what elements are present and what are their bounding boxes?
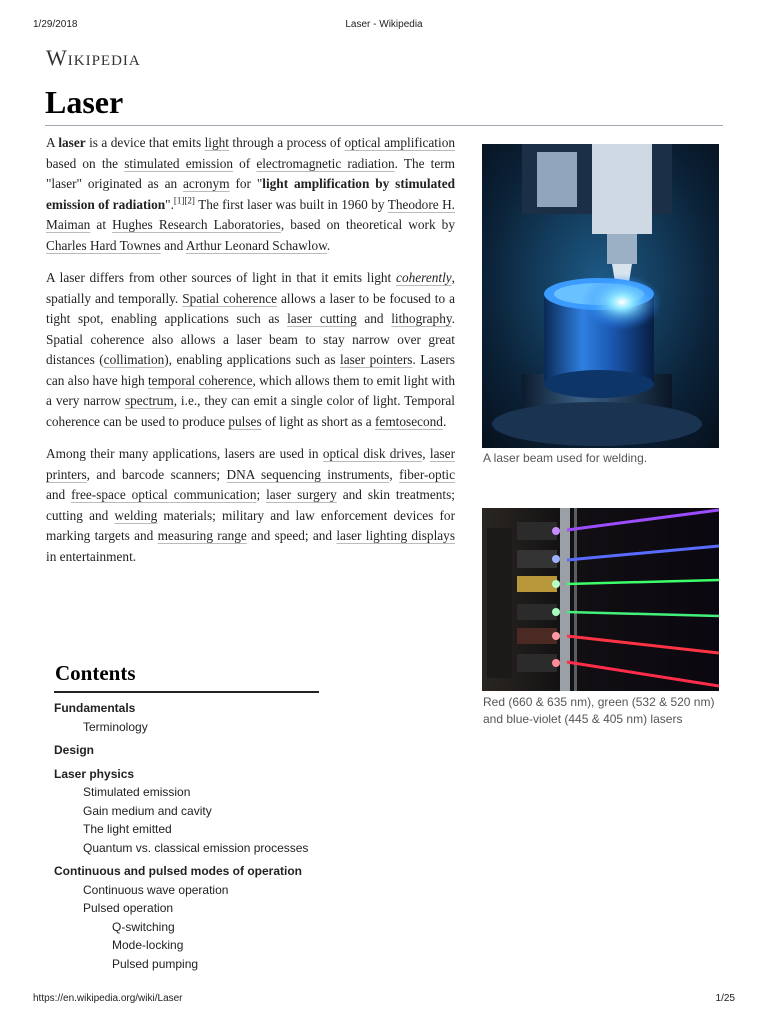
- toc-modes-of-operation[interactable]: Continuous and pulsed modes of operation: [54, 864, 302, 878]
- link-townes[interactable]: Charles Hard Townes: [46, 237, 161, 253]
- toc-mode-locking[interactable]: Mode-locking: [112, 938, 184, 952]
- link-pulses[interactable]: pulses: [228, 413, 262, 429]
- table-of-contents: [54, 700, 308, 973]
- laser-welding-image[interactable]: [482, 144, 719, 448]
- link-collimation[interactable]: collimation: [103, 352, 165, 367]
- link-optical-amplification[interactable]: optical amplification: [344, 135, 455, 150]
- link-coherently[interactable]: coherently: [396, 270, 452, 285]
- link-hughes[interactable]: Hughes Research Laboratories: [112, 217, 281, 232]
- link-schawlow[interactable]: Arthur Leonard Schawlow: [185, 237, 327, 253]
- applications-paragraph: Among their many applications, lasers are used in optical disk drives, laser printers, and barcode scanners; DNA sequencing instruments, fiber-optic and free-space optical communication; laser surgery and skin treatments; cutting and welding materials; military and law enforcement devices for marking targets and measuring range and speed; and laser lighting displays in entertainment.: [46, 446, 456, 564]
- toc-laser-physics[interactable]: Laser physics: [54, 766, 135, 781]
- link-lithography[interactable]: lithography: [391, 311, 452, 326]
- term-laser: laser: [58, 135, 86, 150]
- link-laser-lighting-displays[interactable]: laser lighting displays: [336, 528, 455, 543]
- print-title: Laser - Wikipedia: [345, 19, 423, 30]
- title-divider: [45, 125, 723, 126]
- link-electromagnetic-radiation[interactable]: electromagnetic radiation: [256, 155, 395, 171]
- link-maiman[interactable]: Theodore H. Maiman: [46, 196, 455, 232]
- contents-heading: Contents: [55, 661, 136, 685]
- link-spectrum[interactable]: spectrum: [124, 393, 174, 408]
- link-measuring-range[interactable]: measuring range: [157, 528, 247, 543]
- toc-pulsed-operation[interactable]: Pulsed operation: [83, 901, 174, 915]
- toc-light-emitted[interactable]: The light emitted: [83, 822, 172, 836]
- link-laser-surgery[interactable]: laser surgery: [266, 487, 337, 502]
- link-light[interactable]: light: [204, 135, 229, 150]
- toc-fundamentals[interactable]: Fundamentals: [54, 701, 136, 715]
- link-welding[interactable]: welding: [114, 507, 158, 523]
- toc-gain-medium[interactable]: Gain medium and cavity: [83, 803, 212, 818]
- toc-stimulated-emission[interactable]: Stimulated emission: [83, 785, 191, 799]
- toc-quantum-classical[interactable]: Quantum vs. classical emission processes: [83, 840, 309, 855]
- print-url: https://en.wikipedia.org/wiki/Laser: [33, 993, 183, 1004]
- article-body: [46, 133, 455, 579]
- link-fiber-optic[interactable]: fiber-optic: [399, 466, 455, 482]
- page-title: Laser: [45, 84, 124, 120]
- link-laser-cutting[interactable]: laser cutting: [287, 311, 357, 326]
- page-number: 1/25: [715, 993, 735, 1004]
- toc-design[interactable]: Design: [54, 743, 95, 757]
- link-laser-pointers[interactable]: laser pointers: [340, 352, 413, 367]
- toc-continuous-wave[interactable]: Continuous wave operation: [83, 882, 229, 897]
- toc-q-switching[interactable]: Q-switching: [112, 919, 175, 934]
- lasers-caption: Red (660 & 635 nm), green (532 & 520 nm) and blue-violet (445 & 405 nm) lasers: [483, 695, 715, 726]
- coherence-paragraph: A laser differs from other sources of light in that it emits light coherently, spatially and temporally. Spatial coherence allows a laser to be focused to a tight spot, enabling applications such as laser cutting and lithography. Spatial coherence also allows a laser beam to stay narrow over great distances (collimation), enabling applications such as laser pointers. Lasers can also have high temporal coherence, which allows them to emit light with a very narrow spectrum, i.e., they can emit a single color of light. Temporal coherence can be used to produce pulses of light as short as a femtosecond.: [46, 270, 455, 429]
- link-stimulated-emission[interactable]: stimulated emission: [124, 155, 233, 171]
- link-dna-sequencing[interactable]: DNA sequencing instruments: [226, 466, 390, 482]
- link-optical-disk-drives[interactable]: optical disk drives: [322, 446, 423, 461]
- wikipedia-logo[interactable]: Wikipedia: [46, 45, 141, 70]
- link-spatial-coherence[interactable]: Spatial coherence: [182, 290, 278, 306]
- intro-paragraph: A laser is a device that emits light through a process of optical amplification based on the stimulated emission of electromagnetic radiation. The term "laser" originated as an acronym for "light amplification by stimulated emission of radiation".[1][2] The first laser was built in 1960 by Theodore H. Maiman at Hughes Research Laboratories, based on theoretical work by Charles Hard Townes and Arthur Leonard Schawlow.: [46, 135, 455, 253]
- citation-1-2[interactable]: [1][2]: [173, 195, 195, 206]
- print-date: 1/29/2018: [33, 19, 78, 30]
- term-expansion: light amplification by stimulated emission of radiation: [46, 176, 455, 212]
- link-femtosecond[interactable]: femtosecond: [375, 413, 443, 429]
- contents-divider: [54, 691, 319, 693]
- link-laser-printers[interactable]: laser printers: [46, 446, 455, 482]
- link-temporal-coherence[interactable]: temporal coherence: [147, 372, 253, 388]
- toc-pulsed-pumping[interactable]: Pulsed pumping: [112, 956, 199, 971]
- colored-lasers-image[interactable]: [482, 508, 719, 691]
- link-free-space-optical[interactable]: free-space optical communication: [71, 487, 257, 502]
- welding-caption: A laser beam used for welding.: [483, 451, 648, 465]
- toc-terminology[interactable]: Terminology: [83, 719, 148, 734]
- link-acronym[interactable]: acronym: [183, 176, 230, 191]
